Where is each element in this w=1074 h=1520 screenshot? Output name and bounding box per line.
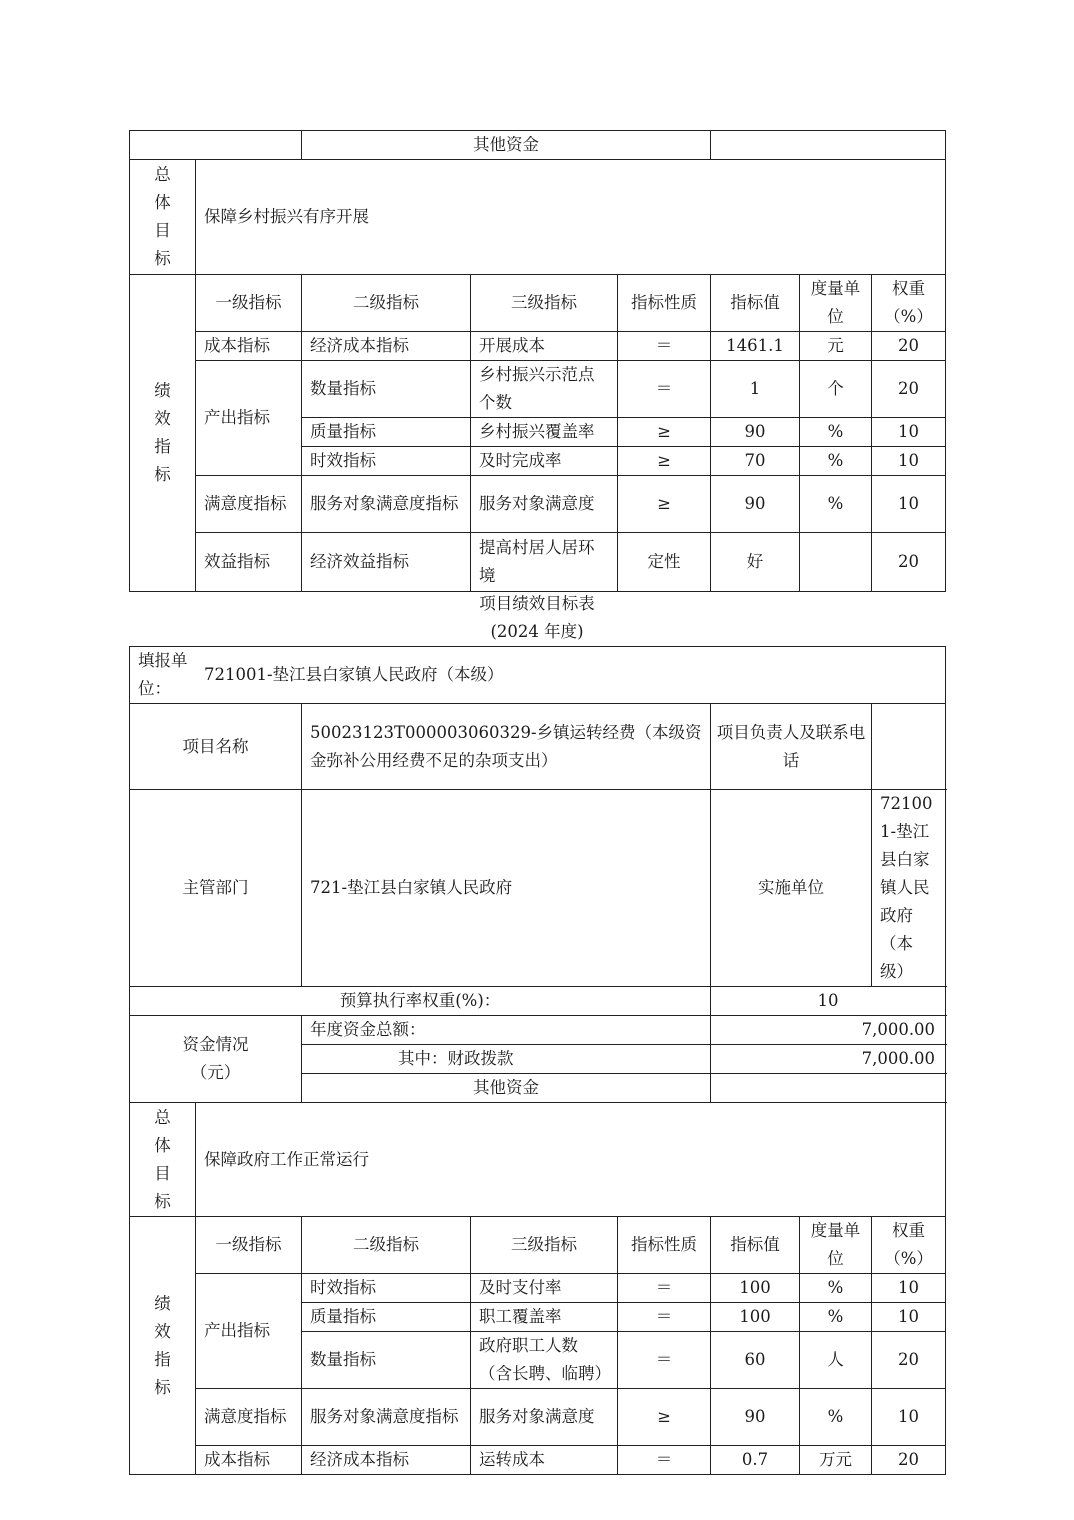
unit-cell: % — [800, 476, 872, 533]
level2-cell: 时效指标 — [302, 1274, 471, 1303]
unit-cell: % — [800, 447, 872, 476]
unit-cell: % — [800, 1274, 872, 1303]
value-cell: 好 — [711, 533, 800, 592]
unit-cell — [800, 533, 872, 592]
level3-cell: 乡村振兴示范点个数 — [471, 361, 618, 418]
level2-cell: 数量指标 — [302, 361, 471, 418]
value-cell: 0.7 — [711, 1446, 800, 1475]
weight-cell: 20 — [872, 1446, 946, 1475]
table-row — [130, 361, 946, 418]
unit-cell: 元 — [800, 332, 872, 361]
table-row — [130, 476, 946, 533]
performance-table-1 — [129, 130, 945, 592]
level2-cell: 数量指标 — [302, 1332, 471, 1389]
level3-cell: 运转成本 — [471, 1446, 618, 1475]
header-value: 指标值 — [711, 1217, 800, 1274]
level1-cell: 成本指标 — [196, 332, 302, 361]
impl-unit-label: 实施单位 — [711, 790, 872, 987]
nature-cell: ≥ — [618, 476, 711, 533]
funds-fiscal-label: 其中：财政拨款 — [302, 1045, 711, 1074]
contact-label: 项目负责人及联系电话 — [711, 704, 872, 790]
header-value: 指标值 — [711, 275, 800, 332]
level2-cell: 经济成本指标 — [302, 1446, 471, 1475]
nature-cell: ≥ — [618, 1389, 711, 1446]
weight-cell: 20 — [872, 332, 946, 361]
funds-total-label: 年度资金总额： — [302, 1016, 711, 1045]
level3-cell: 政府职工人数（含长聘、临聘） — [471, 1332, 618, 1389]
weight-cell: 10 — [872, 418, 946, 447]
funds-total-value: 7,000.00 — [711, 1016, 946, 1045]
funds-other-label: 其他资金 — [302, 1074, 711, 1103]
level1-cell: 产出指标 — [196, 361, 302, 476]
header-weight: 权重（%） — [872, 1217, 946, 1274]
level2-cell: 服务对象满意度指标 — [302, 1389, 471, 1446]
nature-cell: ＝ — [618, 361, 711, 418]
impl-unit-value: 721001-垫江县白家镇人民政府（本级） — [872, 790, 946, 987]
header-weight: 权重（%） — [872, 275, 946, 332]
overall-goal-label: 总 体 目 标 — [130, 1103, 196, 1217]
unit-cell: % — [800, 1389, 872, 1446]
weight-cell: 10 — [872, 1389, 946, 1446]
header-level2: 二级指标 — [302, 1217, 471, 1274]
overall-goal-text: 保障政府工作正常运行 — [196, 1103, 946, 1217]
empty-cell — [130, 131, 302, 160]
other-funds-label: 其他资金 — [302, 131, 711, 160]
weight-cell: 10 — [872, 1274, 946, 1303]
level1-cell: 成本指标 — [196, 1446, 302, 1475]
level3-cell: 服务对象满意度 — [471, 1389, 618, 1446]
level3-cell: 职工覆盖率 — [471, 1303, 618, 1332]
value-cell: 100 — [711, 1303, 800, 1332]
value-cell: 1461.1 — [711, 332, 800, 361]
nature-cell: ＝ — [618, 1332, 711, 1389]
dept-value: 721-垫江县白家镇人民政府 — [302, 790, 711, 987]
level1-cell: 满意度指标 — [196, 1389, 302, 1446]
funds-other-value — [711, 1074, 946, 1103]
weight-cell: 10 — [872, 476, 946, 533]
header-level1: 一级指标 — [196, 1217, 302, 1274]
level1-cell: 满意度指标 — [196, 476, 302, 533]
table-row — [130, 1389, 946, 1446]
weight-cell: 20 — [872, 361, 946, 418]
nature-cell: ＝ — [618, 1303, 711, 1332]
unit-cell: % — [800, 1303, 872, 1332]
nature-cell: ＝ — [618, 332, 711, 361]
weight-cell: 20 — [872, 1332, 946, 1389]
budget-rate-label: 预算执行率权重(%)： — [130, 987, 711, 1016]
value-cell: 90 — [711, 476, 800, 533]
unit-cell: 人 — [800, 1332, 872, 1389]
value-cell: 60 — [711, 1332, 800, 1389]
funds-fiscal-value: 7,000.00 — [711, 1045, 946, 1074]
weight-cell: 20 — [872, 533, 946, 592]
level2-cell: 服务对象满意度指标 — [302, 476, 471, 533]
nature-cell: 定性 — [618, 533, 711, 592]
table-row — [130, 332, 946, 361]
table-row — [130, 1446, 946, 1475]
project-name-label: 项目名称 — [130, 704, 302, 790]
reporting-unit-value: 721001-垫江县白家镇人民政府（本级） — [204, 665, 504, 684]
reporting-unit-label: 填报单位： — [138, 651, 188, 698]
value-cell: 100 — [711, 1274, 800, 1303]
header-nature: 指标性质 — [618, 275, 711, 332]
table-title: 项目绩效目标表 — [479, 594, 595, 613]
level3-cell: 提高村居人居环境 — [471, 533, 618, 592]
reporting-unit-row — [130, 647, 946, 704]
level1-cell: 产出指标 — [196, 1274, 302, 1389]
level2-cell: 时效指标 — [302, 447, 471, 476]
nature-cell: ≥ — [618, 447, 711, 476]
header-level1: 一级指标 — [196, 275, 302, 332]
value-cell: 90 — [711, 1389, 800, 1446]
header-level3: 三级指标 — [471, 275, 618, 332]
level2-cell: 经济成本指标 — [302, 332, 471, 361]
level2-cell: 质量指标 — [302, 1303, 471, 1332]
header-nature: 指标性质 — [618, 1217, 711, 1274]
unit-cell: 个 — [800, 361, 872, 418]
level1-cell: 效益指标 — [196, 533, 302, 592]
performance-indicator-label: 绩 效 指 标 — [130, 1217, 196, 1475]
header-unit: 度量单位 — [800, 1217, 872, 1274]
header-level2: 二级指标 — [302, 275, 471, 332]
overall-goal-text: 保障乡村振兴有序开展 — [196, 160, 946, 275]
overall-goal-label: 总 体 目 标 — [130, 160, 196, 275]
performance-indicator-label: 绩 效 指 标 — [130, 275, 196, 592]
budget-rate-value: 10 — [711, 987, 946, 1016]
nature-cell: ≥ — [618, 418, 711, 447]
level2-cell: 质量指标 — [302, 418, 471, 447]
level3-cell: 及时完成率 — [471, 447, 618, 476]
header-unit: 度量单位 — [800, 275, 872, 332]
dept-label: 主管部门 — [130, 790, 302, 987]
contact-value — [872, 704, 946, 790]
level2-cell: 经济效益指标 — [302, 533, 471, 592]
other-funds-value — [711, 131, 946, 160]
table-year: (2024 年度) — [490, 622, 584, 641]
level3-cell: 乡村振兴覆盖率 — [471, 418, 618, 447]
weight-cell: 10 — [872, 1303, 946, 1332]
unit-cell: 万元 — [800, 1446, 872, 1475]
nature-cell: ＝ — [618, 1446, 711, 1475]
level3-cell: 及时支付率 — [471, 1274, 618, 1303]
nature-cell: ＝ — [618, 1274, 711, 1303]
performance-table-2 — [129, 646, 945, 1475]
level3-cell: 开展成本 — [471, 332, 618, 361]
header-level3: 三级指标 — [471, 1217, 618, 1274]
table-row — [130, 533, 946, 592]
value-cell: 70 — [711, 447, 800, 476]
value-cell: 90 — [711, 418, 800, 447]
funds-label: 资金情况（元） — [130, 1016, 302, 1103]
weight-cell: 10 — [872, 447, 946, 476]
level3-cell: 服务对象满意度 — [471, 476, 618, 533]
table-row — [130, 1274, 946, 1303]
unit-cell: % — [800, 418, 872, 447]
value-cell: 1 — [711, 361, 800, 418]
project-name-value: 50023123T000003060329-乡镇运转经费（本级资金弥补公用经费不足的杂项支出） — [302, 704, 711, 790]
